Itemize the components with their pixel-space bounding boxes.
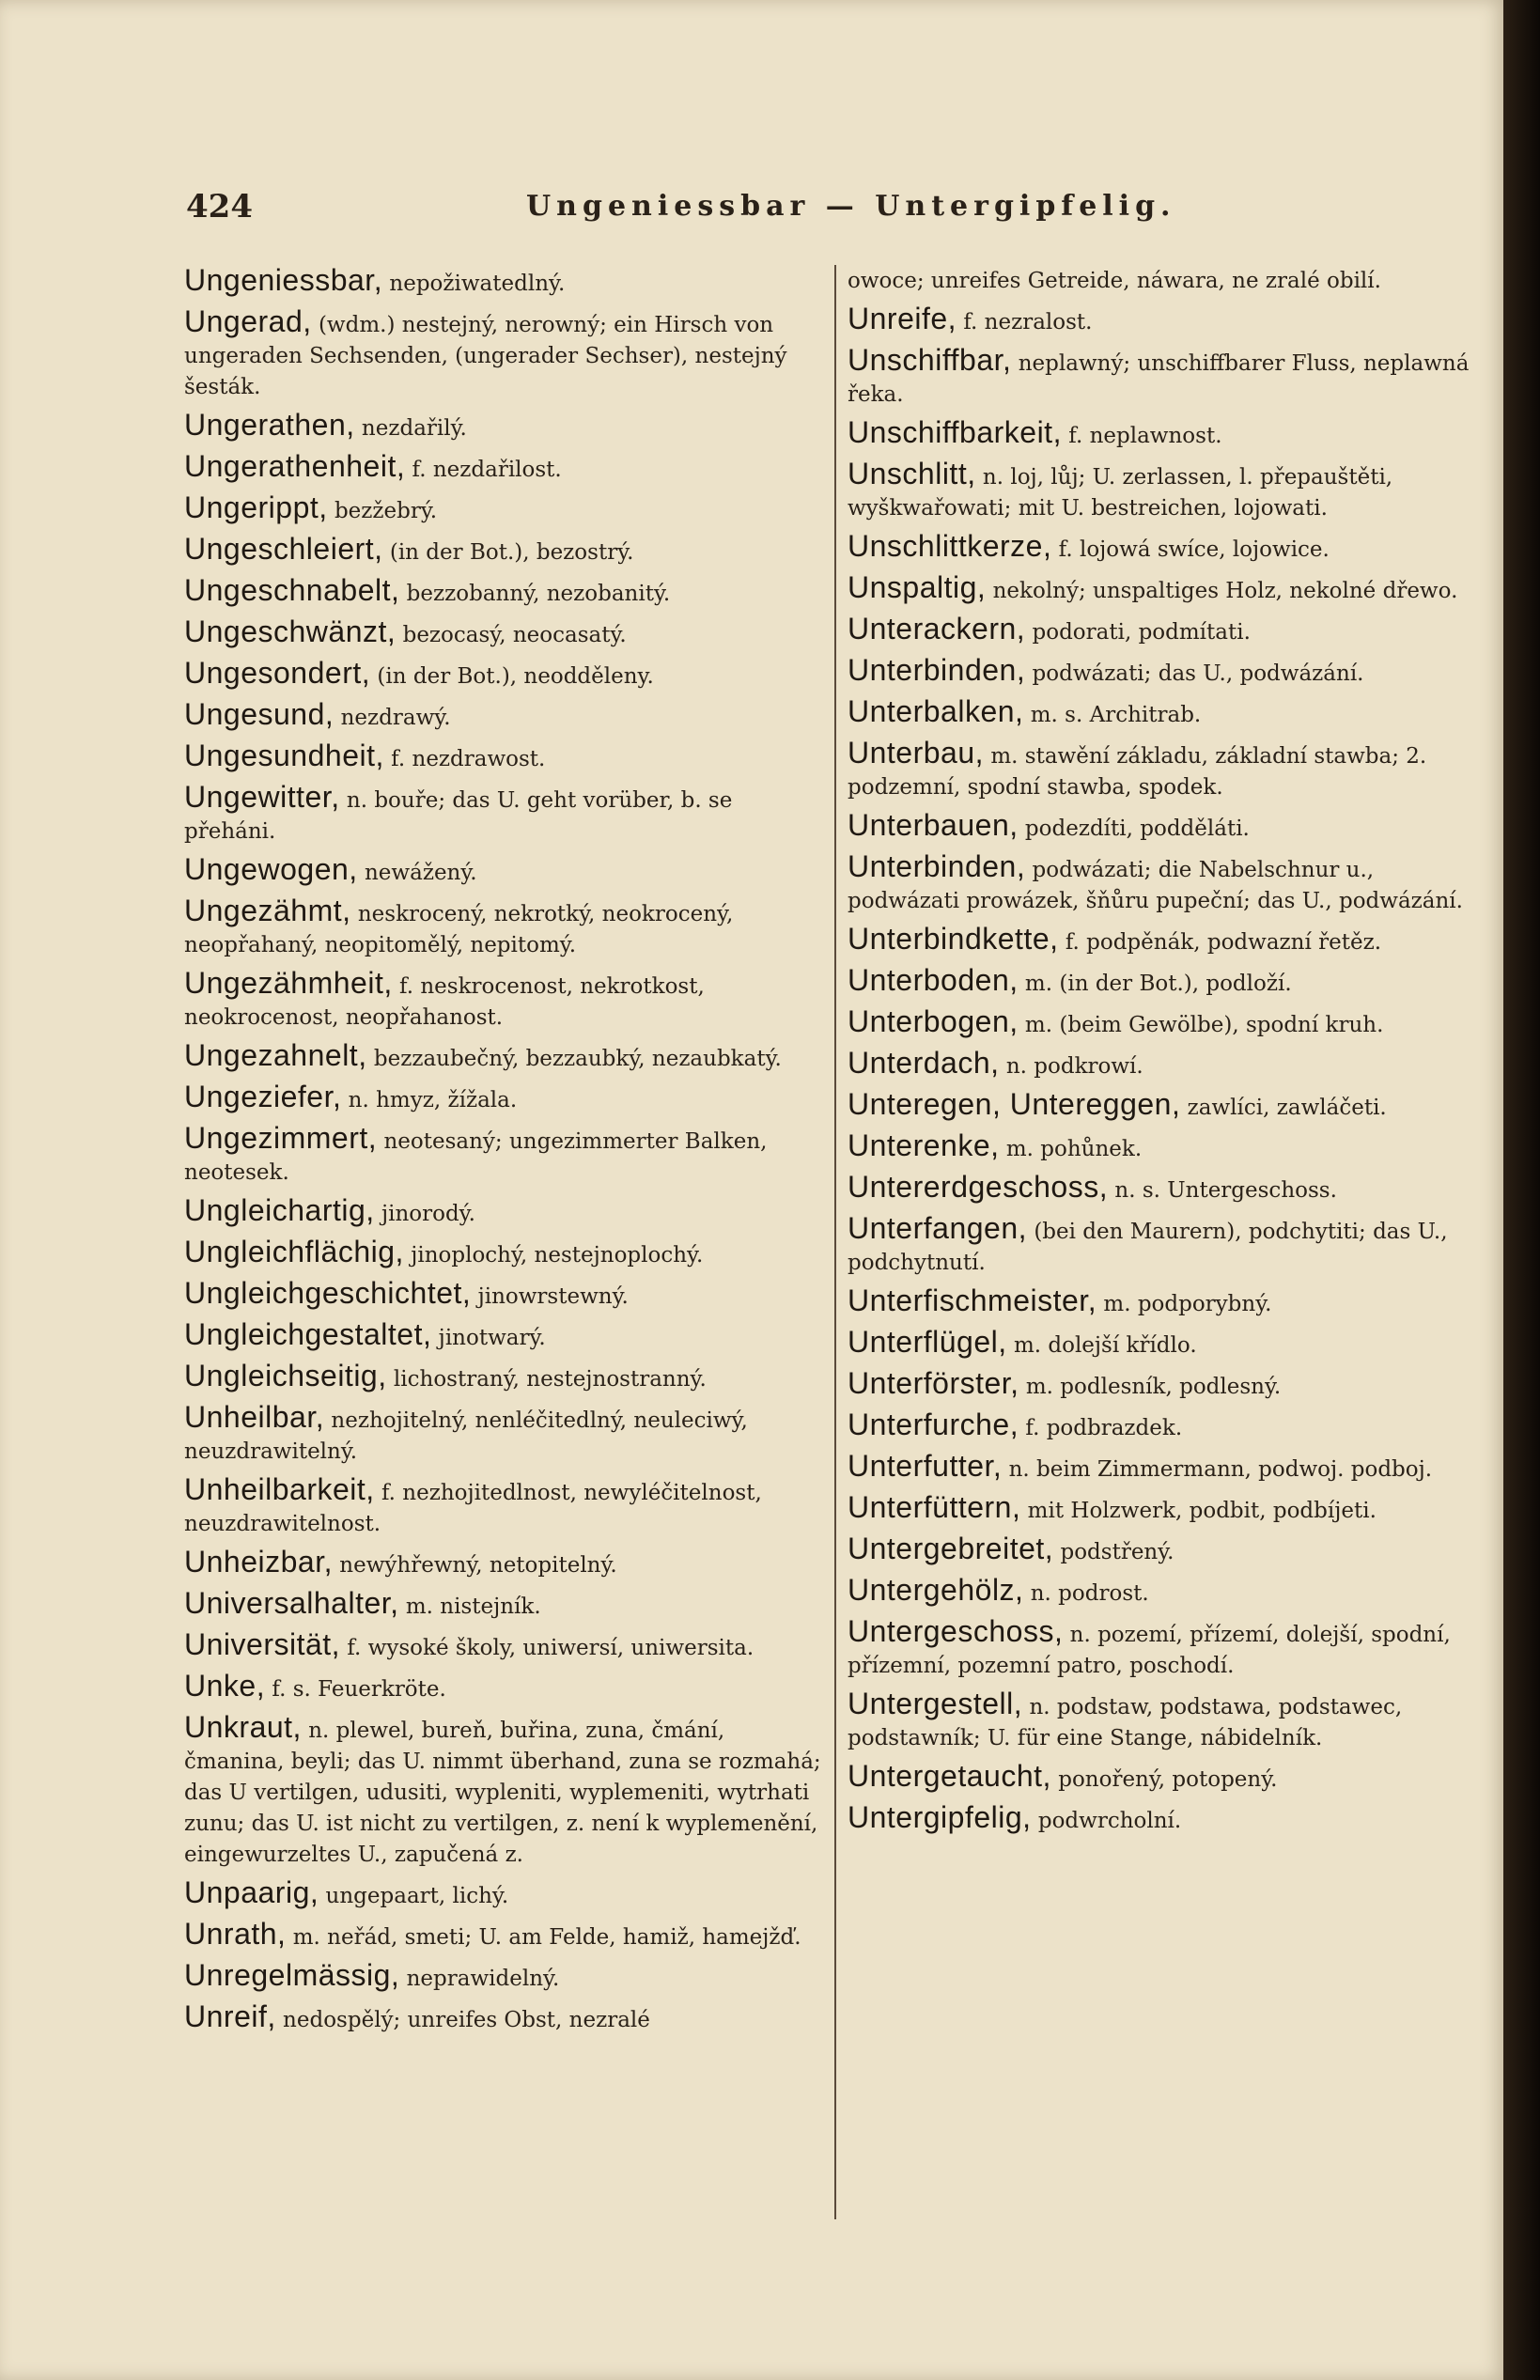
- entry-headword: Ungerathen,: [184, 408, 355, 442]
- entry-headword: Unterfangen,: [848, 1211, 1028, 1245]
- dictionary-entry: [848, 851, 1483, 916]
- entry-headword: Unrath,: [184, 1917, 287, 1951]
- entry-headword: Unteregen, Untereggen,: [848, 1087, 1181, 1121]
- entry-definition: bezzobanný, nezobanitý.: [399, 582, 671, 606]
- entry-definition: owoce; unreifes Getreide, náwara, ne zralé obilí.: [848, 269, 1381, 293]
- entry-definition: n. bouře; das U. geht vorüber, b. se přeháni.: [184, 788, 733, 844]
- entry-headword: Ungesundheit,: [184, 739, 384, 772]
- dictionary-entry: [848, 1409, 1483, 1443]
- entry-headword: Untergehölz,: [848, 1573, 1024, 1607]
- dictionary-entry: [184, 306, 823, 402]
- entry-definition: nepožiwatedlný.: [382, 272, 566, 296]
- entry-definition: bezžebrý.: [327, 499, 438, 523]
- entry-definition: n. beim Zimmermann, podwoj. podboj.: [1002, 1457, 1433, 1482]
- entry-headword: Untergetaucht,: [848, 1759, 1051, 1793]
- entry-headword: Unterdach,: [848, 1046, 1000, 1080]
- entry-headword: Unterackern,: [848, 612, 1026, 646]
- dictionary-entry: [848, 459, 1483, 523]
- entry-definition: f. lojowá swíce, lojowice.: [1051, 537, 1330, 562]
- entry-definition: jinorodý.: [374, 1202, 475, 1226]
- entry-definition: n. podkrowí.: [999, 1054, 1143, 1079]
- left-column: [184, 265, 823, 2043]
- entry-headword: Unterbindkette,: [848, 922, 1059, 956]
- dictionary-entry: [184, 968, 823, 1033]
- dictionary-entry: [184, 1319, 823, 1353]
- dictionary-entry: [848, 531, 1483, 565]
- entry-headword: Unkraut,: [184, 1710, 302, 1744]
- entry-definition: m. dolejší křídlo.: [1006, 1333, 1197, 1358]
- entry-headword: Unschlitt,: [848, 457, 976, 490]
- entry-headword: Ungezähmheit,: [184, 966, 393, 1000]
- entry-definition: jinotwarý.: [431, 1326, 546, 1350]
- dictionary-entry: [848, 1802, 1483, 1836]
- entry-headword: Unregelmässig,: [184, 1958, 400, 1992]
- entry-definition: podwázati; das U., podwázání.: [1025, 661, 1364, 686]
- dictionary-entry: [184, 1629, 823, 1663]
- entry-definition: n. pozemí, přízemí, dolejší, spodní, přízemní, pozemní patro, poschodí.: [848, 1623, 1451, 1678]
- dictionary-entry: [184, 699, 823, 733]
- entry-definition: nekolný; unspaltiges Holz, nekolné dřewo.: [986, 579, 1458, 603]
- entry-headword: Ungeschleiert,: [184, 532, 383, 566]
- dictionary-entry: [848, 572, 1483, 606]
- entry-definition: f. s. Feuerkröte.: [265, 1677, 446, 1702]
- entry-definition: f. nezdařilost.: [405, 458, 562, 482]
- dictionary-entry: [848, 614, 1483, 647]
- entry-definition: f. podpěnák, podwazní řetěz.: [1058, 930, 1382, 955]
- entry-definition: neplawný; unschiffbarer Fluss, neplawná řeka.: [848, 351, 1470, 407]
- entry-definition: n. podrost.: [1023, 1581, 1149, 1606]
- entry-headword: Ungezähmt,: [184, 894, 351, 927]
- dictionary-entry: [848, 655, 1483, 689]
- dictionary-entry: [184, 1588, 823, 1622]
- entry-headword: Ungewitter,: [184, 780, 340, 814]
- dictionary-entry: [848, 1616, 1483, 1681]
- entry-definition: jinoplochý, nestejnoplochý.: [403, 1243, 704, 1268]
- entry-headword: Unreife,: [848, 302, 957, 335]
- dictionary-entry: [184, 534, 823, 568]
- dictionary-entry: [184, 1474, 823, 1539]
- dictionary-entry: [848, 696, 1483, 730]
- entry-headword: Universität,: [184, 1627, 341, 1661]
- dictionary-entry: [848, 1048, 1483, 1081]
- dictionary-entry: [848, 1492, 1483, 1526]
- entry-definition: podorati, podmítati.: [1025, 620, 1251, 645]
- entry-definition: m. (beim Gewölbe), spodní kruh.: [1018, 1013, 1384, 1037]
- entry-definition: ponořený, potopený.: [1050, 1767, 1278, 1792]
- dictionary-entry: [848, 738, 1483, 802]
- dictionary-entry: [848, 1688, 1483, 1753]
- entry-headword: Unschiffbar,: [848, 343, 1012, 377]
- entry-definition: f. nezhojitedlnost, newyléčitelnost, neuzdrawitelnost.: [184, 1481, 762, 1536]
- dictionary-entry: [848, 1089, 1483, 1123]
- entry-headword: Unterfischmeister,: [848, 1283, 1097, 1317]
- dictionary-entry: [184, 492, 823, 526]
- dictionary-entry: [848, 1130, 1483, 1164]
- entry-headword: Unterfutter,: [848, 1449, 1003, 1483]
- dictionary-entry: [848, 1761, 1483, 1795]
- entry-definition: n. loj, lůj; U. zerlassen, l. přepauštěti, wyškwařowati; mit U. bestreichen, lojowati.: [848, 465, 1393, 521]
- entry-headword: Unterboden,: [848, 963, 1019, 997]
- entry-headword: Unterförster,: [848, 1366, 1019, 1400]
- dictionary-entry: [184, 740, 823, 774]
- entry-definition: jinowrstewný.: [471, 1284, 629, 1309]
- entry-headword: Ungerad,: [184, 304, 312, 338]
- entry-definition: nedospělý; unreifes Obst, nezralé: [275, 2008, 650, 2032]
- dictionary-entry: [184, 616, 823, 650]
- entry-headword: Ungeniessbar,: [184, 263, 383, 297]
- entry-headword: Ungleichseitig,: [184, 1359, 387, 1392]
- right-column-entries: [848, 265, 1483, 1843]
- entry-headword: Untergebreitet,: [848, 1532, 1054, 1565]
- entry-headword: Ungeschnabelt,: [184, 573, 400, 607]
- entry-headword: Ungeschwänzt,: [184, 614, 397, 648]
- dictionary-entry: [184, 410, 823, 443]
- running-head: Ungeniessbar — Untergipfelig.: [526, 190, 1176, 223]
- dictionary-entry: [848, 924, 1483, 957]
- entry-headword: Untergipfelig,: [848, 1800, 1032, 1834]
- dictionary-entry: [184, 854, 823, 888]
- entry-headword: Unterfüttern,: [848, 1490, 1021, 1524]
- dictionary-entry: [184, 1919, 823, 1952]
- entry-headword: Unterfurche,: [848, 1408, 1019, 1441]
- entry-headword: Unterbinden,: [848, 653, 1026, 687]
- dictionary-entry: [848, 965, 1483, 999]
- dictionary-entry: [184, 1040, 823, 1074]
- entry-headword: Ungleichgeschichtet,: [184, 1276, 472, 1310]
- dictionary-entry: [184, 1278, 823, 1312]
- entry-definition: f. nezdrawost.: [383, 747, 546, 771]
- entry-headword: Ungleichgestaltet,: [184, 1317, 432, 1351]
- page-header: [0, 188, 1503, 244]
- entry-definition: n. s. Untergeschoss.: [1108, 1178, 1337, 1203]
- entry-definition: f. wysoké školy, uniwersí, uniwersita.: [340, 1636, 754, 1660]
- entry-definition: nezdařilý.: [354, 416, 467, 441]
- dictionary-entry: [184, 1361, 823, 1394]
- entry-headword: Unschiffbarkeit,: [848, 415, 1062, 449]
- entry-definition: f. neskrocenost, nekrotkost, neokrocenost, neopřahanost.: [184, 974, 705, 1030]
- dictionary-entry: [184, 1402, 823, 1467]
- entry-headword: Ungeziefer,: [184, 1080, 342, 1113]
- entry-headword: Ungewogen,: [184, 852, 358, 886]
- entry-headword: Ungerippt,: [184, 490, 328, 524]
- entry-definition: podstřený.: [1053, 1540, 1174, 1564]
- dictionary-entry: [848, 345, 1483, 410]
- entry-definition: ungepaart, lichý.: [319, 1884, 509, 1908]
- entry-definition: lichostraný, nestejnostranný.: [386, 1367, 707, 1392]
- entry-headword: Untererdgeschoss,: [848, 1170, 1109, 1204]
- entry-headword: Ungesondert,: [184, 656, 371, 690]
- entry-definition: n. plewel, bureň, buřina, zuna, čmání, čmanina, beyli; das U. nimmt überhand, zuna se rozmahá; das U vertilgen, udusiti, wypleniti, wyplemeniti, wytrhati zunu; das U. ist nicht zu vertilgen, z. není k wyplemenění, eingewurzeltes U., zapučená z.: [184, 1719, 821, 1867]
- entry-headword: Unterbinden,: [848, 849, 1026, 883]
- entry-headword: Unterbogen,: [848, 1004, 1019, 1038]
- dictionary-entry: [184, 1123, 823, 1188]
- entry-definition: m. podporybný.: [1097, 1292, 1272, 1316]
- entry-headword: Unterbau,: [848, 736, 985, 770]
- entry-headword: Unterbalken,: [848, 694, 1024, 728]
- entry-definition: (in der Bot.), bezostrý.: [382, 540, 634, 565]
- dictionary-entry: [184, 1877, 823, 1911]
- entry-definition: nezhojitelný, nenléčitedlný, neuleciwý, neuzdrawitelný.: [184, 1408, 748, 1464]
- entry-headword: Unke,: [184, 1669, 266, 1703]
- entry-definition: n. podstaw, podstawa, podstawec, podstawník; U. für eine Stange, nábidelník.: [848, 1695, 1403, 1750]
- entry-headword: Untergestell,: [848, 1687, 1023, 1720]
- entry-definition: m. s. Architrab.: [1023, 703, 1202, 727]
- entry-headword: Unheilbar,: [184, 1400, 325, 1434]
- entry-definition: m. stawění základu, základní stawba; 2. podzemní, spodní stawba, spodek.: [848, 744, 1427, 800]
- entry-definition: bezzaubečný, bezzaubký, nezaubkatý.: [366, 1047, 782, 1071]
- entry-definition: podezdíti, podděláti.: [1018, 817, 1250, 841]
- entry-headword: Unterbauen,: [848, 808, 1019, 842]
- dictionary-entry: [184, 1712, 823, 1870]
- entry-headword: Unspaltig,: [848, 570, 987, 604]
- entry-definition: newážený.: [357, 861, 477, 885]
- entry-headword: Ungleichartig,: [184, 1193, 375, 1227]
- dictionary-entry: [184, 782, 823, 847]
- dictionary-entry: [184, 2001, 823, 2035]
- dictionary-entry: [848, 1451, 1483, 1485]
- entry-definition: f. nezralost.: [957, 310, 1093, 334]
- dictionary-entry: [848, 1172, 1483, 1206]
- entry-headword: Unterenke,: [848, 1128, 1000, 1162]
- dictionary-entry: [184, 265, 823, 299]
- entry-headword: Untergeschoss,: [848, 1614, 1064, 1648]
- entry-headword: Unschlittkerze,: [848, 529, 1052, 563]
- dictionary-entry: [184, 1195, 823, 1229]
- dictionary-entry: [848, 1327, 1483, 1361]
- dictionary-entry: [848, 303, 1483, 337]
- dictionary-entry: [848, 265, 1483, 296]
- dictionary-entry: [184, 1547, 823, 1580]
- entry-headword: Ungesund,: [184, 697, 334, 731]
- entry-definition: (bei den Maurern), podchytiti; das U., podchytnutí.: [848, 1220, 1448, 1275]
- book-edge: [1503, 0, 1540, 2380]
- entry-definition: m. podlesník, podlesný.: [1019, 1375, 1282, 1399]
- entry-definition: m. (in der Bot.), podloží.: [1018, 972, 1292, 996]
- entry-definition: n. hmyz, žížala.: [341, 1088, 518, 1112]
- entry-headword: Unterflügel,: [848, 1325, 1007, 1359]
- entry-definition: podwrcholní.: [1031, 1809, 1182, 1833]
- page-number: 424: [186, 188, 253, 226]
- entry-definition: bezocasý, neocasatý.: [396, 623, 627, 647]
- entry-definition: neprawidelný.: [399, 1967, 560, 1991]
- entry-definition: (wdm.) nestejný, nerowný; ein Hirsch von ungeraden Sechsenden, (ungerader Sechser), nestejný šesták.: [184, 313, 787, 399]
- dictionary-entry: [184, 895, 823, 960]
- entry-headword: Unheizbar,: [184, 1545, 333, 1579]
- dictionary-entry: [184, 1671, 823, 1704]
- dictionary-entry: [184, 1237, 823, 1270]
- entry-definition: m. neřád, smeti; U. am Felde, hamiž, hamejžď.: [286, 1925, 801, 1950]
- entry-headword: Ungezahnelt,: [184, 1038, 367, 1072]
- entry-definition: podwázati; die Nabelschnur u., podwázati prowázek, šňůru pupeční; das U., podwázání.: [848, 858, 1463, 913]
- entry-definition: m. pohůnek.: [999, 1137, 1143, 1161]
- dictionary-entry: [848, 1006, 1483, 1040]
- entry-headword: Ungleichflächig,: [184, 1235, 404, 1268]
- dictionary-entry: [848, 1285, 1483, 1319]
- entry-definition: zawlíci, zawláčeti.: [1180, 1096, 1387, 1120]
- entry-headword: Unpaarig,: [184, 1875, 319, 1909]
- entry-headword: Unreif,: [184, 1999, 276, 2033]
- dictionary-entry: [184, 575, 823, 609]
- dictionary-entry: [184, 451, 823, 485]
- entry-definition: neotesaný; ungezimmerter Balken, neotesek.: [184, 1129, 768, 1185]
- entry-headword: Unheilbarkeit,: [184, 1472, 375, 1506]
- entry-headword: Ungezimmert,: [184, 1121, 378, 1155]
- entry-definition: (in der Bot.), neodděleny.: [370, 664, 654, 689]
- dictionary-entry: [848, 1575, 1483, 1609]
- dictionary-entry: [848, 810, 1483, 844]
- entry-definition: m. nistejník.: [398, 1594, 541, 1619]
- entry-definition: f. neplawnost.: [1061, 424, 1222, 448]
- dictionary-entry: [184, 1081, 823, 1115]
- right-column: [834, 265, 1475, 2219]
- dictionary-entry: [184, 658, 823, 692]
- dictionary-entry: [848, 1368, 1483, 1402]
- dictionary-entry: [184, 1960, 823, 1994]
- entry-headword: Ungerathenheit,: [184, 449, 406, 483]
- dictionary-entry: [848, 1213, 1483, 1278]
- entry-definition: f. podbrazdek.: [1019, 1416, 1183, 1440]
- entry-definition: neskrocený, nekrotký, neokrocený, neopřahaný, neopitomělý, nepitomý.: [184, 902, 734, 957]
- dictionary-entry: [848, 417, 1483, 451]
- entry-definition: mit Holzwerk, podbit, podbíjeti.: [1020, 1499, 1377, 1523]
- entry-definition: newýhřewný, netopitelný.: [332, 1553, 617, 1578]
- dictionary-entry: [848, 1533, 1483, 1567]
- entry-definition: nezdrawý.: [334, 706, 451, 730]
- entry-headword: Universalhalter,: [184, 1586, 399, 1620]
